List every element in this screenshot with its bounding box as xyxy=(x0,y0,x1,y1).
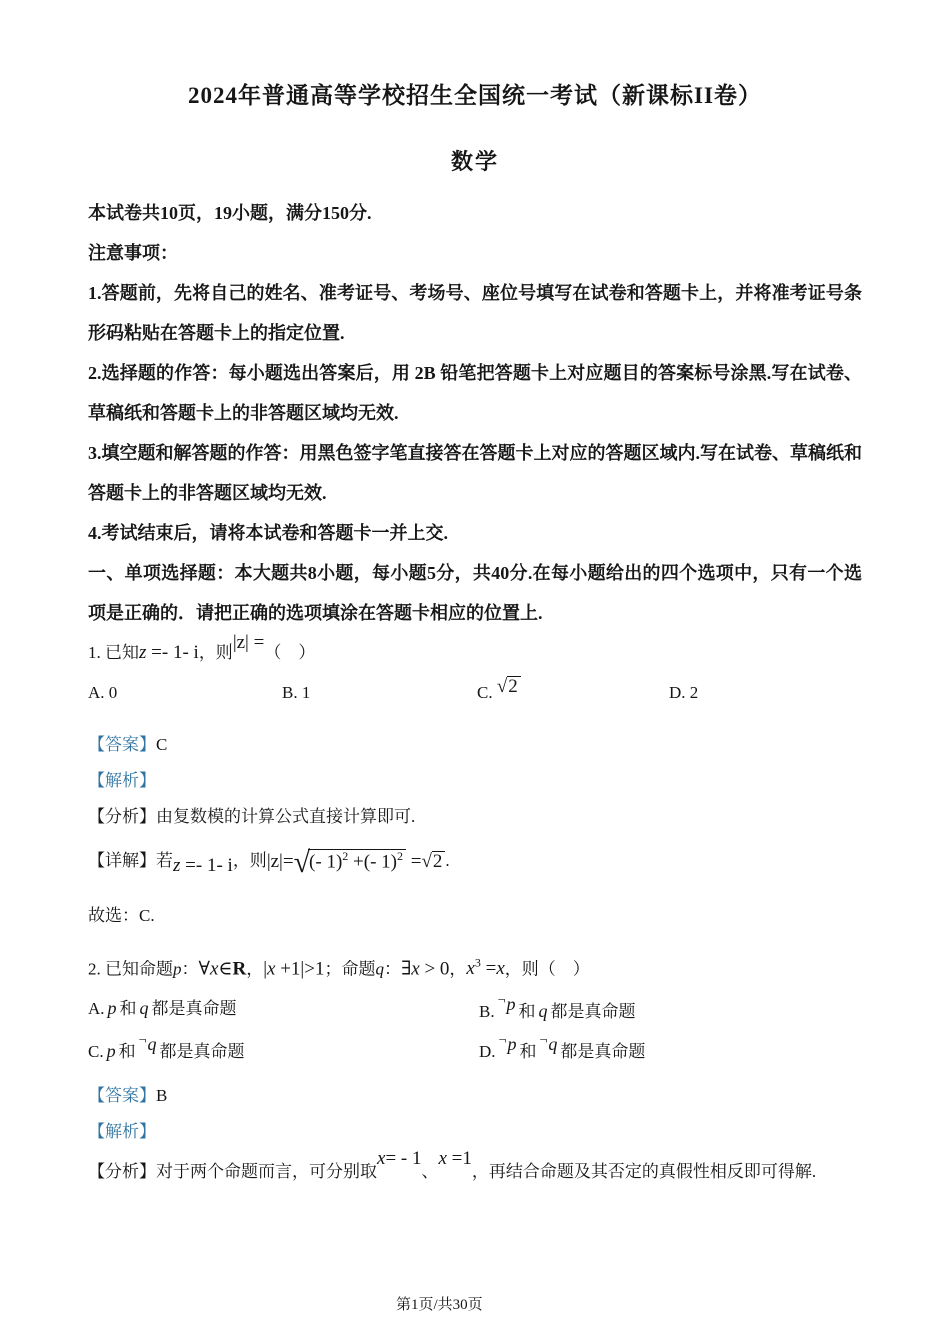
q1-option-a: A. 0 xyxy=(88,683,118,702)
q2-formula-forall: ∀x∈R xyxy=(198,958,247,980)
sqrt-expression: √(- 1)$^2$ +(- 1)$^2$ xyxy=(294,836,406,888)
q2-answer-line xyxy=(88,1078,862,1114)
q1-answer-line xyxy=(88,727,862,763)
not-q: ¬q xyxy=(539,1033,558,1055)
sqrt-2-result: √2 xyxy=(421,836,445,888)
q1-option-d: D. 2 xyxy=(669,683,699,702)
notice-title: 注意事项： xyxy=(88,243,178,263)
q2-jiexi-line xyxy=(88,1114,862,1150)
q2-colon1: ： xyxy=(181,959,199,979)
q2-option-c: C. p 和¬q 都是真命题 xyxy=(88,1030,479,1070)
q2-formula-x-1: x =1 xyxy=(438,1148,472,1170)
xiangjie-label: 【详解】 xyxy=(88,851,156,870)
answer-label: 【答案】 xyxy=(88,735,156,754)
paper-summary: 本试卷共10页，19小题，满分150分. xyxy=(88,203,372,223)
q2-option-d: D.¬p 和¬q 都是真命题 xyxy=(479,1030,862,1070)
q1-xj-ruo: 若 xyxy=(156,851,173,870)
question-2-stem xyxy=(88,942,862,990)
q1-answer-value: C xyxy=(156,735,168,754)
q1-xiangjie-line xyxy=(88,835,862,888)
notice-item-1: 1.答题前，先将自己的姓名、准考证号、考场号、座位号填写在试卷和答题卡上，并将准考证号条形码粘贴在答题卡上的指定位置. xyxy=(88,283,862,343)
q2-option-b: B.¬p 和 q 都是真命题 xyxy=(479,990,862,1030)
jiexi-label: 【解析】 xyxy=(88,771,156,790)
q2-answer-value: B xyxy=(156,1086,168,1106)
q2-semi: ； xyxy=(324,959,342,979)
not-p: ¬p xyxy=(498,1033,517,1055)
q2-formula-exists: ∃x > 0 xyxy=(400,958,450,980)
q1-guxuan-line: 故选：C. xyxy=(88,906,155,926)
q2-var-q: q xyxy=(375,959,384,979)
q2-tail: ，则（ ） xyxy=(504,959,590,979)
q2-comma1: ， xyxy=(246,959,264,979)
q2-mingti: 命题 xyxy=(341,959,376,979)
q2-var-p: p xyxy=(173,959,182,979)
question-2-options-row2 xyxy=(88,1030,862,1070)
q1-xj-formula-mod: |z|=√(- 1)$^2$ +(- 1)$^2$ =√2 xyxy=(267,836,446,888)
question-1-options xyxy=(88,673,862,713)
fenxi-label: 【分析】 xyxy=(88,1162,156,1182)
q1-xj-formula-z: z =- 1- i xyxy=(173,855,233,876)
notice-item-3: 3.填空题和解答题的作答：用黑色签字笔直接答在答题卡上对应的答题区域内.写在试卷、草稿纸和答题卡上的非答题区域均无效. xyxy=(88,443,862,503)
q2-fenxi-text1: 对于两个命题而言，可分别取 xyxy=(156,1162,377,1182)
answer-label: 【答案】 xyxy=(88,1086,156,1106)
q2-dunhao: 、 xyxy=(421,1162,439,1182)
q1-mid: ，则 xyxy=(198,643,233,662)
section-1-title: 一、单项选择题：本大题共8小题，每小题5分，共40分.在每小题给出的四个选项中，只有一个选项是正确的．请把正确的选项填涂在答题卡相应的位置上. xyxy=(88,563,862,623)
q1-fenxi-line xyxy=(88,799,862,835)
q1-fenxi-text: 由复数模的计算公式直接计算即可. xyxy=(156,807,416,826)
q2-option-a: A. p 和 q 都是真命题 xyxy=(88,998,237,1019)
q2-formula-abs: |x +1|>1 xyxy=(263,958,325,980)
not-q: ¬q xyxy=(138,1033,157,1055)
page-title: 2024年普通高等学校招生全国统一考试（新课标II卷） xyxy=(188,83,762,108)
q1-formula-z: z =- 1- i xyxy=(139,642,199,663)
sqrt-2-option: √2 xyxy=(497,667,521,707)
subject-title: 数学 xyxy=(450,149,499,174)
q1-option-c: C. √2 xyxy=(477,673,669,713)
q2-comma2: ， xyxy=(449,959,467,979)
q1-xj-then: ，则 xyxy=(232,851,267,870)
q2-fenxi-line xyxy=(88,1150,862,1194)
q2-formula-cube: $x^3 =x$ xyxy=(466,956,505,980)
exam-instructions xyxy=(88,193,862,633)
page-number: 第1页/共30页 xyxy=(396,1297,483,1313)
q2-lead: 2. 已知命题 xyxy=(88,959,173,979)
q2-formula-x-neg1: x= - 1 xyxy=(377,1148,422,1170)
jiexi-label: 【解析】 xyxy=(88,1122,156,1142)
not-p: ¬p xyxy=(497,993,516,1015)
q2-fenxi-text2: ，再结合命题及其否定的真假性相反即可得解. xyxy=(471,1162,817,1182)
notice-item-2: 2.选择题的作答：每小题选出答案后，用 2B 铅笔把答题卡上对应题目的答案标号涂黑.写在试卷、草稿纸和答题卡上的非答题区域均无效. xyxy=(88,363,862,423)
q1-formula-modz: |z| = xyxy=(232,632,265,653)
fenxi-label: 【分析】 xyxy=(88,807,156,826)
q2-colon2: ： xyxy=(383,959,401,979)
q1-xj-period: . xyxy=(445,851,450,870)
q1-lead: 1. 已知 xyxy=(88,643,139,662)
q1-jiexi-line xyxy=(88,763,862,799)
question-2-options-row1 xyxy=(88,990,862,1030)
q1-option-b: B. 1 xyxy=(282,683,311,702)
question-1-stem xyxy=(88,633,862,673)
notice-item-4: 4.考试结束后，请将本试卷和答题卡一并上交. xyxy=(88,523,448,543)
page-content xyxy=(0,193,950,1194)
q1-paren: （ ） xyxy=(264,643,316,662)
